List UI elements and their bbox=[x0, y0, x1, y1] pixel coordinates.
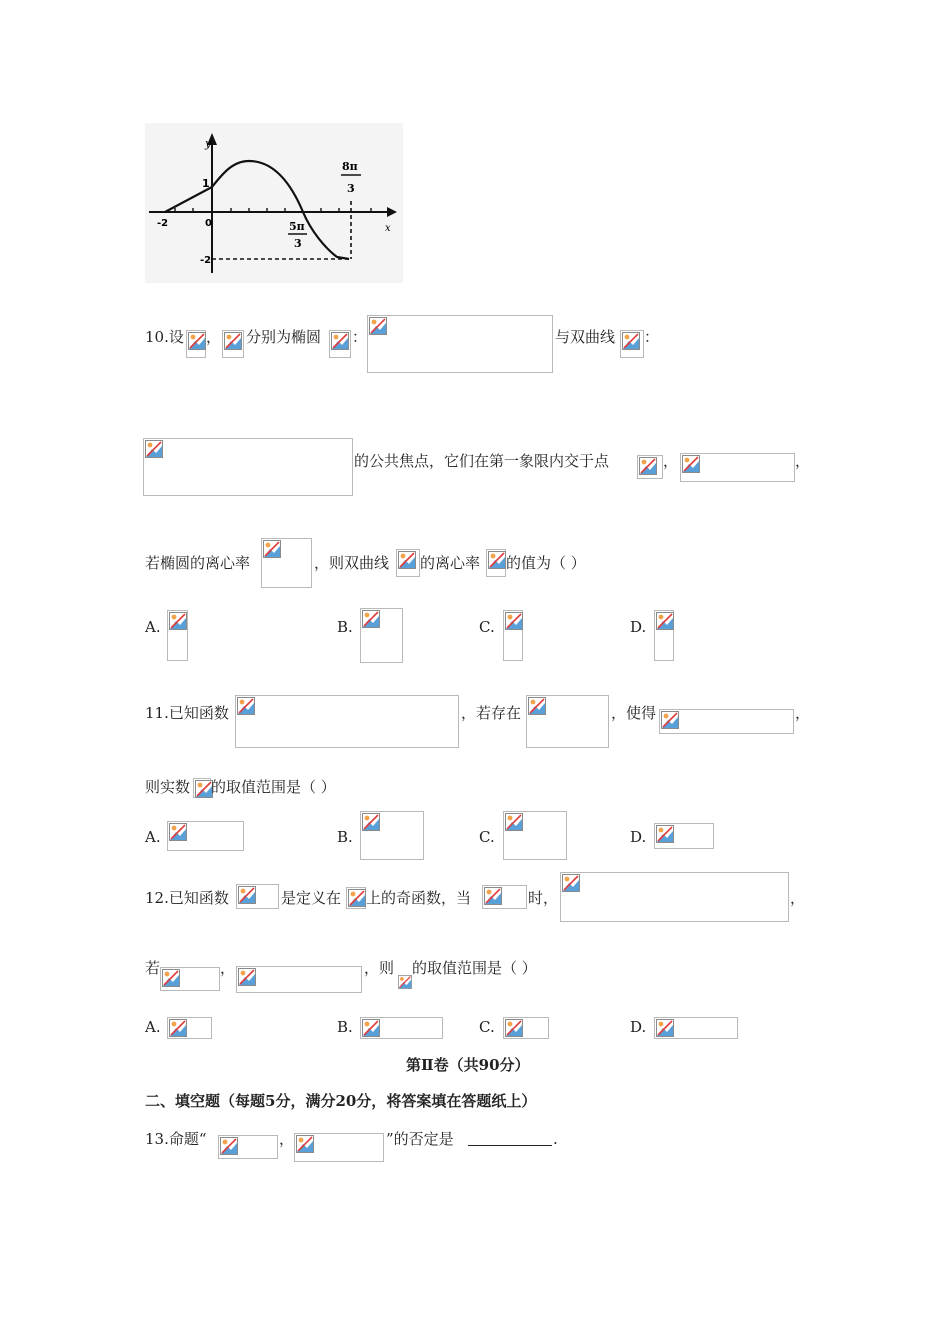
formula-image bbox=[261, 538, 312, 588]
x-axis-label: x bbox=[385, 223, 391, 234]
option-a-label: A. bbox=[145, 618, 161, 636]
broken-image-icon bbox=[656, 825, 674, 843]
q10-text: ，则双曲线 bbox=[314, 554, 390, 572]
tick-label-neg2-x: -2 bbox=[157, 218, 169, 229]
label-5pi-num: 5π bbox=[289, 220, 305, 233]
option-b-label: B. bbox=[337, 828, 353, 846]
formula-image bbox=[486, 549, 506, 577]
option-d-image bbox=[654, 823, 714, 849]
answer-blank[interactable] bbox=[468, 1129, 552, 1149]
formula-image bbox=[637, 455, 663, 479]
period-text: . bbox=[553, 1130, 558, 1148]
broken-image-icon bbox=[348, 889, 366, 907]
broken-image-icon bbox=[622, 332, 640, 350]
formula-image bbox=[294, 1133, 384, 1162]
formula-image bbox=[620, 330, 644, 358]
option-d-label: D. bbox=[630, 1018, 647, 1036]
formula-image bbox=[236, 884, 279, 909]
q12-text: 是定义在 bbox=[281, 889, 342, 907]
formula-image bbox=[222, 330, 244, 358]
broken-image-icon bbox=[488, 551, 506, 569]
q10-text: 分别为椭圆 bbox=[246, 328, 322, 346]
broken-image-icon bbox=[562, 874, 580, 892]
broken-image-icon bbox=[169, 1019, 187, 1037]
broken-image-icon bbox=[639, 457, 657, 475]
broken-image-icon bbox=[398, 975, 412, 989]
option-c-image bbox=[503, 1017, 549, 1039]
broken-image-icon bbox=[169, 823, 187, 841]
section-heading: 二、填空题（每题5分，满分20分，将答案填在答题纸上） bbox=[145, 1092, 537, 1110]
formula-image bbox=[680, 453, 795, 482]
option-c-label: C. bbox=[479, 1018, 495, 1036]
broken-image-icon bbox=[505, 612, 523, 630]
broken-image-icon bbox=[682, 455, 700, 473]
broken-image-icon bbox=[238, 968, 256, 986]
broken-image-icon bbox=[505, 1019, 523, 1037]
q10-text: 若椭圆的离心率 bbox=[145, 554, 251, 572]
broken-image-icon bbox=[145, 440, 163, 458]
broken-image-icon bbox=[296, 1135, 314, 1153]
q10-text: 的值为（ ） bbox=[506, 554, 586, 572]
broken-image-icon bbox=[331, 332, 349, 350]
q12-text: 若 bbox=[145, 959, 161, 977]
option-b-label: B. bbox=[337, 618, 353, 636]
tick-label-1: 1 bbox=[202, 177, 210, 190]
comma-text: ， bbox=[663, 452, 679, 470]
broken-image-icon bbox=[661, 711, 679, 729]
formula-image bbox=[367, 315, 553, 373]
formula-image bbox=[482, 885, 527, 909]
q13-text: ”的否定是 bbox=[386, 1130, 454, 1148]
q12-text: 时， bbox=[528, 889, 559, 907]
q10-text: 的离心率 bbox=[420, 554, 481, 572]
q12-text: 上的奇函数，当 bbox=[366, 889, 472, 907]
function-graph bbox=[145, 123, 403, 283]
formula-image bbox=[235, 695, 459, 748]
formula-image bbox=[560, 872, 789, 922]
comma-text: ， bbox=[206, 328, 222, 346]
comma-text: ， bbox=[279, 1130, 295, 1148]
option-d-label: D. bbox=[630, 828, 647, 846]
option-b-image bbox=[360, 1017, 443, 1039]
colon-text: ： bbox=[352, 328, 368, 346]
q10-text: 与双曲线 bbox=[555, 328, 616, 346]
formula-image bbox=[659, 709, 794, 734]
y-axis-label: y bbox=[205, 137, 212, 150]
comma-text: ， bbox=[790, 889, 806, 907]
broken-image-icon bbox=[528, 697, 546, 715]
broken-image-icon bbox=[224, 332, 242, 350]
option-a-image bbox=[167, 821, 244, 851]
option-d-label: D. bbox=[630, 618, 647, 636]
label-5pi-den: 3 bbox=[294, 237, 302, 250]
formula-image bbox=[186, 330, 206, 358]
option-d-image bbox=[654, 610, 674, 661]
formula-image bbox=[218, 1135, 278, 1159]
formula-image bbox=[193, 778, 211, 798]
broken-image-icon bbox=[362, 610, 380, 628]
option-b-image bbox=[360, 608, 403, 663]
colon-text: ： bbox=[644, 328, 660, 346]
formula-image bbox=[346, 887, 366, 909]
option-b-label: B. bbox=[337, 1018, 353, 1036]
broken-image-icon bbox=[369, 317, 387, 335]
option-d-image bbox=[654, 1017, 738, 1039]
broken-image-icon bbox=[362, 1019, 380, 1037]
q11-text: ，使得 bbox=[611, 704, 657, 722]
q12-text: ，则 bbox=[364, 959, 395, 977]
option-b-image bbox=[360, 811, 424, 860]
q11-number-text: 11.已知函数 bbox=[145, 704, 229, 722]
broken-image-icon bbox=[362, 813, 380, 831]
tick-label-neg2-y: -2 bbox=[200, 255, 212, 266]
option-a-label: A. bbox=[145, 1018, 161, 1036]
comma-text: ， bbox=[220, 959, 236, 977]
broken-image-icon bbox=[188, 332, 206, 350]
formula-image bbox=[143, 438, 353, 496]
broken-image-icon bbox=[263, 540, 281, 558]
broken-image-icon bbox=[505, 813, 523, 831]
q11-text: ，若存在 bbox=[461, 704, 522, 722]
option-a-label: A. bbox=[145, 828, 161, 846]
broken-image-icon bbox=[220, 1137, 238, 1155]
formula-image bbox=[236, 966, 362, 993]
broken-image-icon bbox=[484, 887, 502, 905]
broken-image-icon bbox=[656, 612, 674, 630]
option-a-image bbox=[167, 610, 188, 661]
option-c-label: C. bbox=[479, 828, 495, 846]
option-a-image bbox=[167, 1017, 212, 1039]
comma-text: ， bbox=[795, 704, 811, 722]
comma-text: ， bbox=[795, 452, 811, 470]
label-8pi-num: 8π bbox=[342, 160, 358, 173]
tick-label-0: 0 bbox=[205, 218, 212, 229]
broken-image-icon bbox=[656, 1019, 674, 1037]
option-c-label: C. bbox=[479, 618, 495, 636]
broken-image-icon bbox=[162, 969, 180, 987]
option-c-image bbox=[503, 610, 523, 661]
q12-text: 的取值范围是（ ） bbox=[412, 959, 537, 977]
broken-image-icon bbox=[398, 551, 416, 569]
formula-image bbox=[396, 970, 412, 990]
q11-text: 的取值范围是（ ） bbox=[211, 778, 336, 796]
q11-text: 则实数 bbox=[145, 778, 191, 796]
option-c-image bbox=[503, 811, 567, 860]
q12-number-text: 12.已知函数 bbox=[145, 889, 229, 907]
formula-image bbox=[396, 549, 420, 577]
part-two-title: 第Ⅱ卷（共90分） bbox=[406, 1056, 530, 1074]
label-8pi-den: 3 bbox=[347, 182, 355, 195]
formula-image bbox=[329, 330, 351, 358]
formula-image bbox=[526, 695, 609, 748]
broken-image-icon bbox=[237, 697, 255, 715]
q10-text: 的公共焦点，它们在第一象限内交于点 bbox=[354, 452, 610, 470]
broken-image-icon bbox=[169, 612, 187, 630]
broken-image-icon bbox=[238, 886, 256, 904]
q13-number-text: 13.命题“ bbox=[145, 1130, 207, 1148]
q10-number-text: 10.设 bbox=[145, 328, 184, 346]
formula-image bbox=[160, 967, 220, 991]
